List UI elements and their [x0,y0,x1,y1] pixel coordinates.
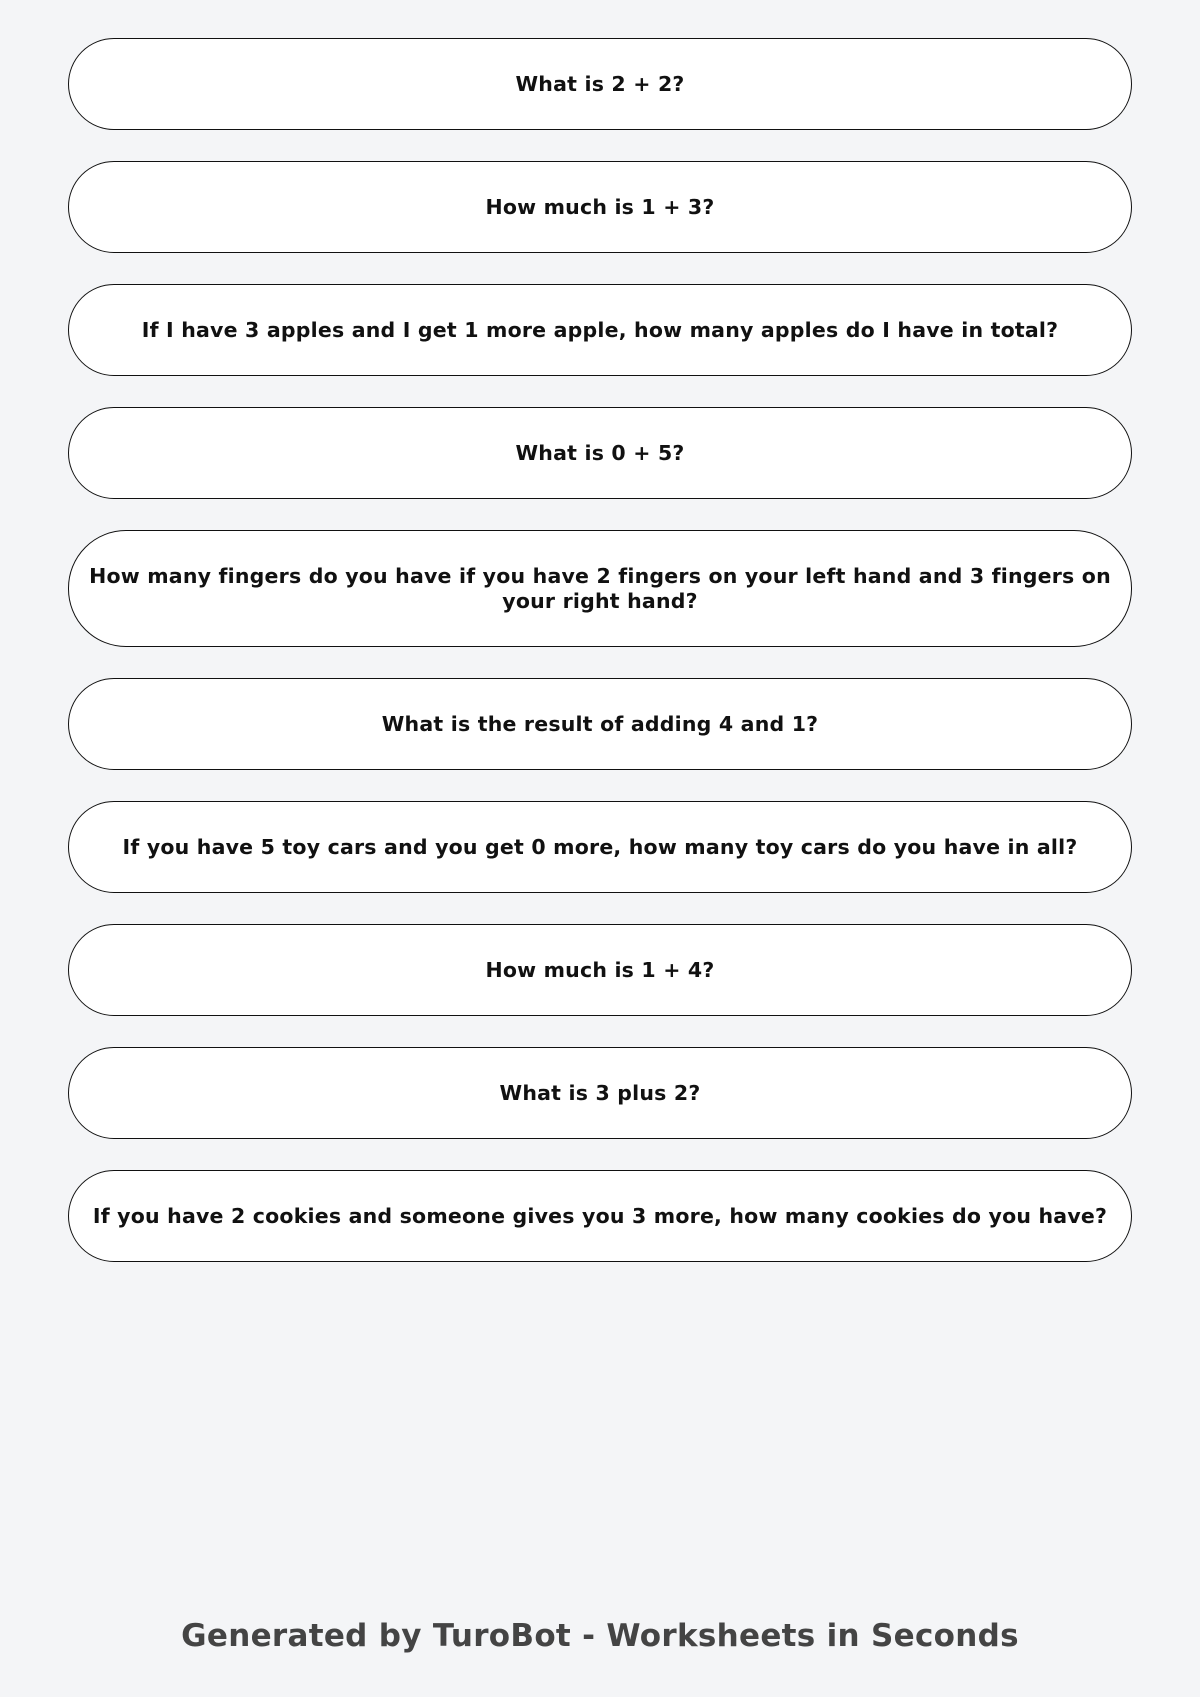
question-text: How much is 1 + 4? [485,957,715,982]
question-card-9 [68,1047,1132,1139]
question-text: What is 0 + 5? [515,440,685,465]
question-card-7 [68,801,1132,893]
question-card-2 [68,161,1132,253]
question-card-6 [68,678,1132,770]
question-list [68,38,1132,1262]
question-card-1 [68,38,1132,130]
question-text: If I have 3 apples and I get 1 more apple, how many apples do I have in total? [141,317,1059,342]
question-text: If you have 5 toy cars and you get 0 more, how many toy cars do you have in all? [122,834,1078,859]
question-card-5 [68,530,1132,647]
question-card-8 [68,924,1132,1016]
question-text: How much is 1 + 3? [485,194,715,219]
question-text: How many fingers do you have if you have 2 fingers on your left hand and 3 fingers on your right hand? [89,563,1111,613]
question-card-3 [68,284,1132,376]
question-text: What is 2 + 2? [515,71,685,96]
question-card-4 [68,407,1132,499]
question-text: What is 3 plus 2? [499,1080,701,1105]
question-card-10 [68,1170,1132,1262]
footer-credit: Generated by TuroBot - Worksheets in Seconds [181,1618,1019,1654]
question-text: If you have 2 cookies and someone gives you 3 more, how many cookies do you have? [92,1203,1108,1228]
question-text: What is the result of adding 4 and 1? [381,711,819,736]
